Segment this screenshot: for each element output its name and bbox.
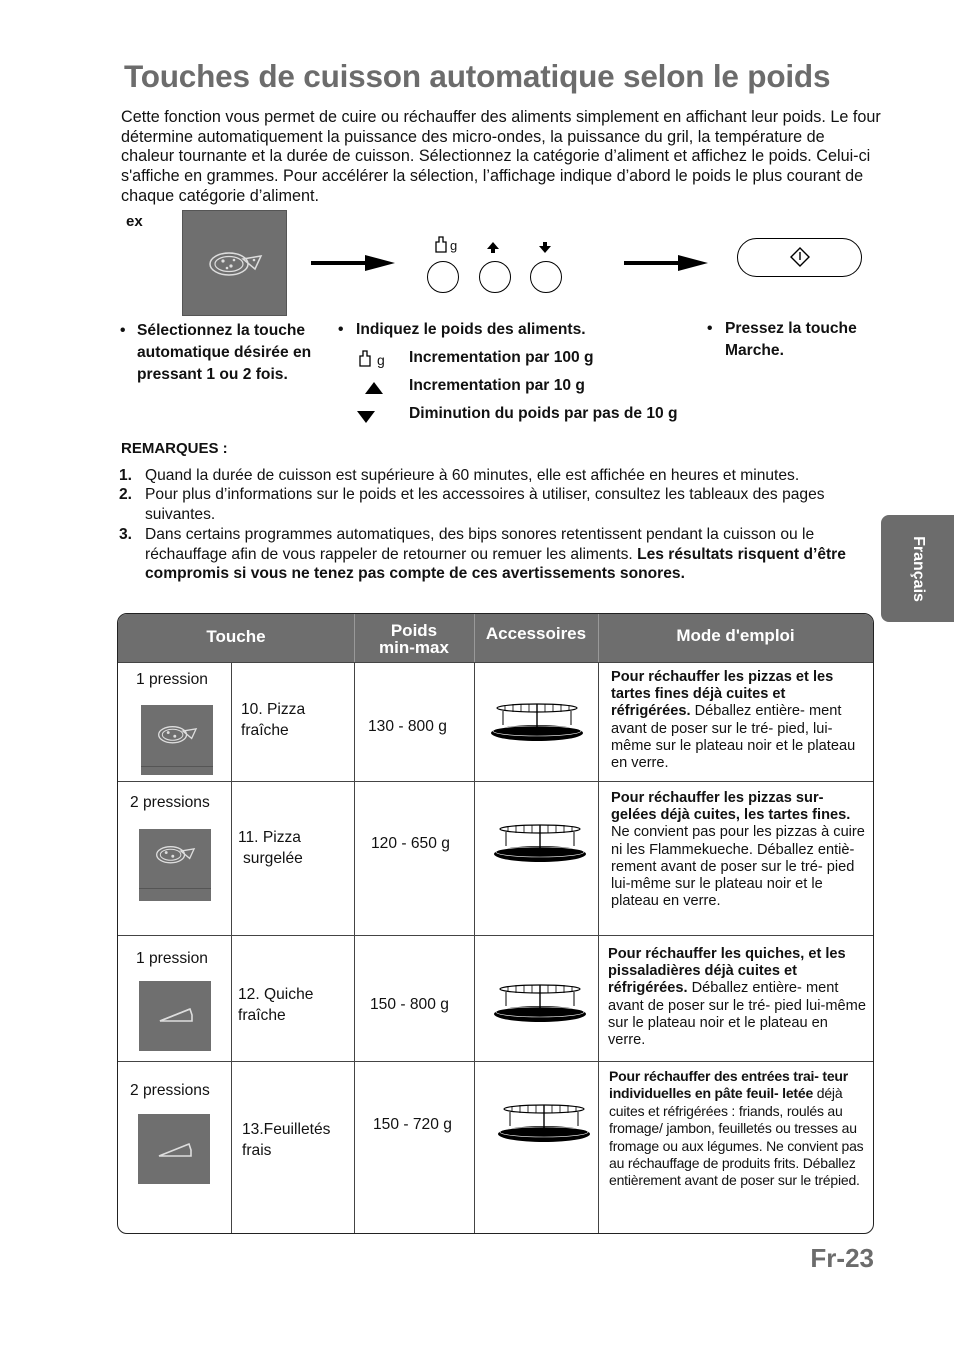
table-row [118,782,873,935]
pizza-frozen-key [139,829,211,901]
table-row [118,1062,873,1233]
down-arrow-icon [539,242,551,253]
step-2-text: • Indiquez le poids des aliments. [338,319,638,341]
programs-table [117,613,874,1234]
rack-on-turntable-icon [492,984,588,1026]
step-3-text: • Pressez la touche Marche. [707,320,857,359]
header-touche: Touche [206,627,266,646]
program-name: 11. Pizza surgelée [238,829,303,867]
weight-up-button[interactable] [479,261,511,293]
mode-instructions: Pour réchauffer les pizzas et les tartes fines déjà cuites et réfrigérées. Déballez entière- ment avant de poser sur le tré- pied, lui-même sur le plateau noir et le plateau en verre. [611,669,856,772]
start-button[interactable] [737,238,862,277]
header-accessoires: Accessoires [485,624,587,643]
page-number: Fr-23 [810,1243,874,1273]
remark-2: 2. Pour plus d’informations sur le poids et les accessoires à utiliser, consultez les tableaux des pages suivantes. [119,486,825,523]
rack-on-turntable-icon [492,824,588,866]
remarks-title: REMARQUES : [121,440,228,457]
rack-on-turntable-icon [489,703,585,745]
quiche-fresh-key [139,981,211,1051]
pie-slice-icon [157,1001,195,1025]
remark-3: 3. Dans certains programmes automatiques, des bips sonores retentissent pendant la cuisson ou le réchauffage afin de vous rappeler de retourner ou remuer les aliments. Les résultats risquent d’être compromis si vous ne tenez pas compte de ces avertissements sonores. [119,526,846,582]
press-count: 1 pression [136,671,208,688]
pizza-fresh-key [141,705,213,775]
step-1-text: • Sélectionnez la touche automatique désirée en pressant 1 ou 2 fois. [120,322,312,383]
mode-instructions: Pour réchauffer les quiches, et les pissaladières déjà cuites et réfrigérées. Déballez entière- ment avant de poser sur le tré- pied lui-même sur le plateau noir et le plateau en verre. [608,946,866,1049]
press-count: 1 pression [136,950,208,967]
up-triangle-icon [365,382,383,394]
header-mode: Mode d'emploi [676,626,795,645]
press-count: 2 pressions [130,794,210,811]
example-label: ex [126,213,143,230]
weight-unit-label: g [377,352,385,368]
page-title: Touches de cuisson automatique selon le poids [124,58,831,94]
intro-paragraph: Cette fonction vous permet de cuire ou réchauffer des aliments simplement en affichant leur poids. Le four détermine automatiquement la puissance des micro-ondes, la puissance du gril, la température de chaleur tournante et la durée de cuisson. Sélectionnez la catégorie d’aliment et affichez le poids. Celui-ci s'affiche en grammes. Pour accélérer la sélection, l’affichage indique d’abord le poids le plus courant de chaque catégorie d’aliment. [121,108,881,205]
header-poids: Poids min-max [379,621,449,657]
weight-range: 150 - 720 g [373,1116,452,1133]
mode-instructions: Pour réchauffer les pizzas sur- gelées déjà cuites, les tartes fines. Ne convient pas pour les pizzas à cuire ni les Flammekueche. Déballez entiè- rement avant de poser sur le tré- pied lui-même sur le plateau noir et le plateau en verre. [611,790,865,910]
table-row [118,663,873,781]
flow-arrow-2 [624,261,680,265]
weight-range: 120 - 650 g [371,835,450,852]
mode-instructions: Pour réchauffer des entrées trai- teur individuelles en pâte feuil- letée déjà cuites et réfrigérées : friands, roulés au fromage/ jambon, feuilletés ou tresses au fromage ou aux légumes. Ne convient pas au réchauffage de produits frits. Déballez entièrement avant de poser sur le trépied. [609,1068,864,1189]
flow-arrow-1-head [365,255,395,271]
pizza-icon [155,722,199,746]
bullet-icon: • [338,321,344,338]
program-name: 10. Pizza fraîche [241,701,306,739]
flow-arrow-2-head [678,255,708,271]
bullet-icon: • [120,322,126,339]
up-arrow-icon [487,242,499,253]
table-row [118,936,873,1061]
remark-1: 1. Quand la durée de cuisson est supérieure à 60 minutes, elle est affichée en heures et minutes. [119,467,800,484]
weight-range: 130 - 800 g [368,718,447,735]
pizza-icon [205,247,265,279]
weight-range: 150 - 800 g [370,996,449,1013]
increment-10g-text: Incrementation par 10 g [409,377,585,394]
weight-down-button[interactable] [530,261,562,293]
press-count: 2 pressions [130,1082,210,1099]
language-tab: Français [881,515,954,622]
weight-icon [358,349,372,367]
pizza-key-illustration [182,210,287,316]
weight-icon [434,235,448,253]
program-name: 13.Feuilletés frais [242,1121,331,1159]
start-icon [790,247,810,267]
program-name: 12. Quiche fraîche [238,986,314,1024]
puff-pastry-key [138,1114,210,1184]
weight-100g-button[interactable] [427,261,459,293]
rack-on-turntable-icon [496,1104,592,1146]
pizza-icon [153,842,197,866]
flow-arrow-1 [311,261,367,265]
down-triangle-icon [357,411,375,423]
decrement-10g-text: Diminution du poids par pas de 10 g [409,405,678,422]
weight-unit-label: g [450,238,458,253]
pie-slice-icon [156,1136,194,1160]
bullet-icon: • [707,320,713,337]
increment-100g-text: Incrementation par 100 g [409,349,594,366]
